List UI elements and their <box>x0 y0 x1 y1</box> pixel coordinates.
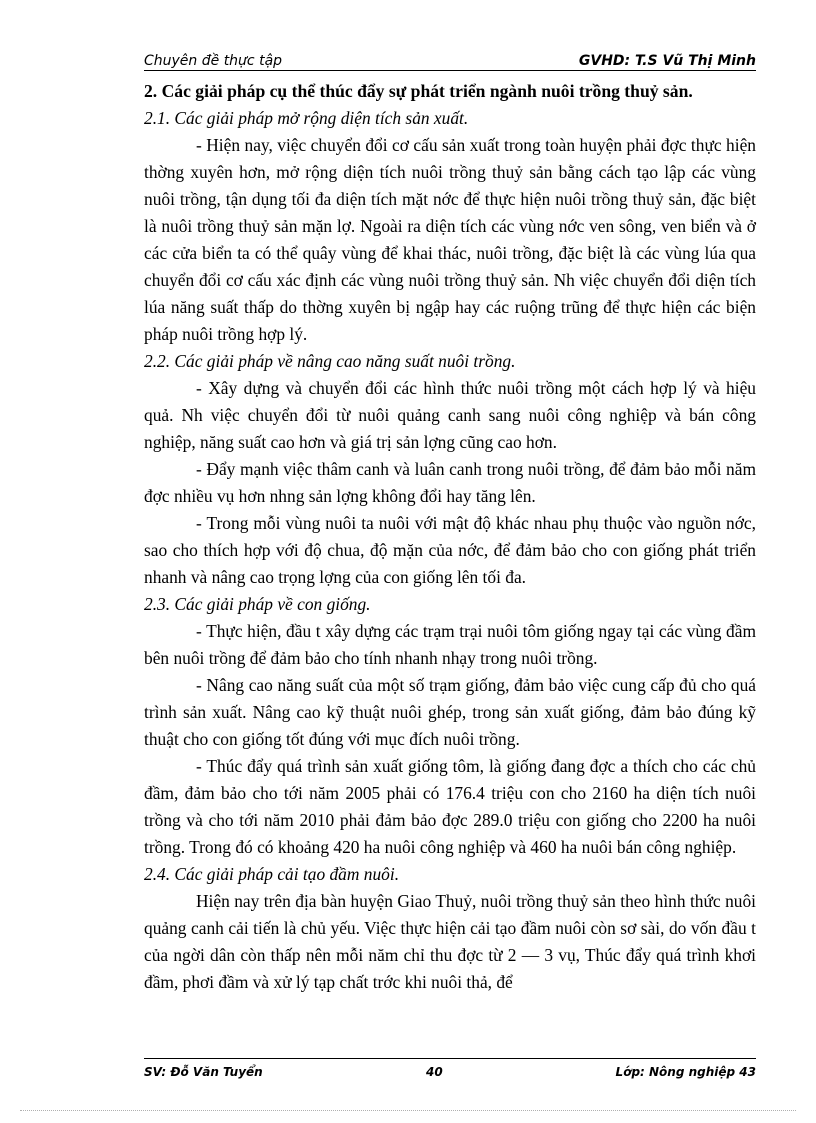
paragraph: - Thực hiện, đầu t xây dựng các trạm trại nuôi tôm giống ngay tại các vùng đầm bên nuôi trồng để đảm bảo cho tính nhanh nhạy trong nuôi trồng. <box>144 621 756 668</box>
page-footer <box>144 1058 756 1079</box>
paragraph: - Đẩy mạnh việc thâm canh và luân canh trong nuôi trồng, để đảm bảo mỗi năm đợc nhiều vụ hơn nhng sản lợng không đổi hay tăng lên. <box>144 459 756 506</box>
subsection-heading: 2.3. Các giải pháp về con giống. <box>144 594 371 614</box>
header-document-title: Chuyên đề thực tập <box>144 53 283 69</box>
page-header <box>144 50 756 71</box>
header-supervisor: GVHD: T.S Vũ Thị Minh <box>578 53 756 69</box>
paragraph: Hiện nay trên địa bàn huyện Giao Thuỷ, nuôi trồng thuỷ sản theo hình thức nuôi quảng canh cải tiến là chủ yếu. Việc thực hiện cải tạo đầm nuôi còn sơ sài, do vốn đầu t của ngời dân còn thấp nên mỗi năm chỉ thu đợc từ 2 — 3 vụ, Thúc đẩy quá trình khơi đầm, phơi đầm và xử lý tạp chất trớc khi nuôi thả, để <box>144 891 756 992</box>
footer-class: Lớp: Nông nghiệp 43 <box>615 1065 756 1079</box>
footer-student-name: SV: Đỗ Văn Tuyển <box>144 1065 263 1079</box>
section-heading: 2. Các giải pháp cụ thể thúc đẩy sự phát triển ngành nuôi trồng thuỷ sản. <box>144 81 693 101</box>
page-bottom-edge <box>20 1110 796 1111</box>
paragraph: - Hiện nay, việc chuyển đổi cơ cấu sản xuất trong toàn huyện phải đợc thực hiện thờng xuyên hơn, mở rộng diện tích nuôi trồng thuỷ sản bằng cách tạo lập các vùng nuôi trồng, tận dụng tối đa diện tích mặt nớc để thực hiện nuôi trồng thuỷ sản, đặc biệt là nuôi trồng thuỷ sản mặn lợ. Ngoài ra diện tích các vùng nớc ven sông, ven biển và ở các cửa biển ta có thể quây vùng để khai thác, nuôi trồng, đặc biệt là các vùng lúa qua chuyển đổi cơ cấu xác định các vùng nuôi trồng thuỷ sản. Nh việc chuyển đổi diện tích lúa năng suất thấp do thờng xuyên bị ngập hay các ruộng trũng để thực hiện các biện pháp nuôi trồng hợp lý. <box>144 135 756 344</box>
document-body <box>144 78 756 996</box>
paragraph: - Thúc đẩy quá trình sản xuất giống tôm, là giống đang đợc a thích cho các chủ đầm, đảm bảo cho tới năm 2005 phải có 176.4 triệu con cho 2160 ha diện tích nuôi trồng và cho tới năm 2010 phải đảm bảo đợc 289.0 triệu con giống cho 2200 ha nuôi trồng. Trong đó có khoảng 420 ha nuôi công nghiệp và 460 ha nuôi bán công nghiệp. <box>144 756 756 857</box>
page-number: 40 <box>426 1065 443 1079</box>
subsection-heading: 2.1. Các giải pháp mở rộng diện tích sản xuất. <box>144 108 469 128</box>
paragraph: - Nâng cao năng suất của một số trạm giống, đảm bảo việc cung cấp đủ cho quá trình sản xuất. Nâng cao kỹ thuật nuôi ghép, trong sản xuất giống, đảm bảo đúng kỹ thuật cho con giống tốt đúng với mục đích nuôi trồng. <box>144 675 756 749</box>
subsection-heading: 2.4. Các giải pháp cải tạo đầm nuôi. <box>144 864 400 884</box>
paragraph: - Trong mỗi vùng nuôi ta nuôi với mật độ khác nhau phụ thuộc vào nguồn nớc, sao cho thích hợp với độ chua, độ mặn của nớc, để đảm bảo cho con giống phát triển nhanh và nâng cao trọng lợng của con giống lên tối đa. <box>144 513 756 587</box>
paragraph: - Xây dựng và chuyển đổi các hình thức nuôi trồng một cách hợp lý và hiệu quả. Nh việc chuyển đổi từ nuôi quảng canh sang nuôi công nghiệp và bán công nghiệp, năng suất cao hơn và giá trị sản lợng cũng cao hơn. <box>144 378 756 452</box>
subsection-heading: 2.2. Các giải pháp về nâng cao năng suất nuôi trồng. <box>144 351 516 371</box>
